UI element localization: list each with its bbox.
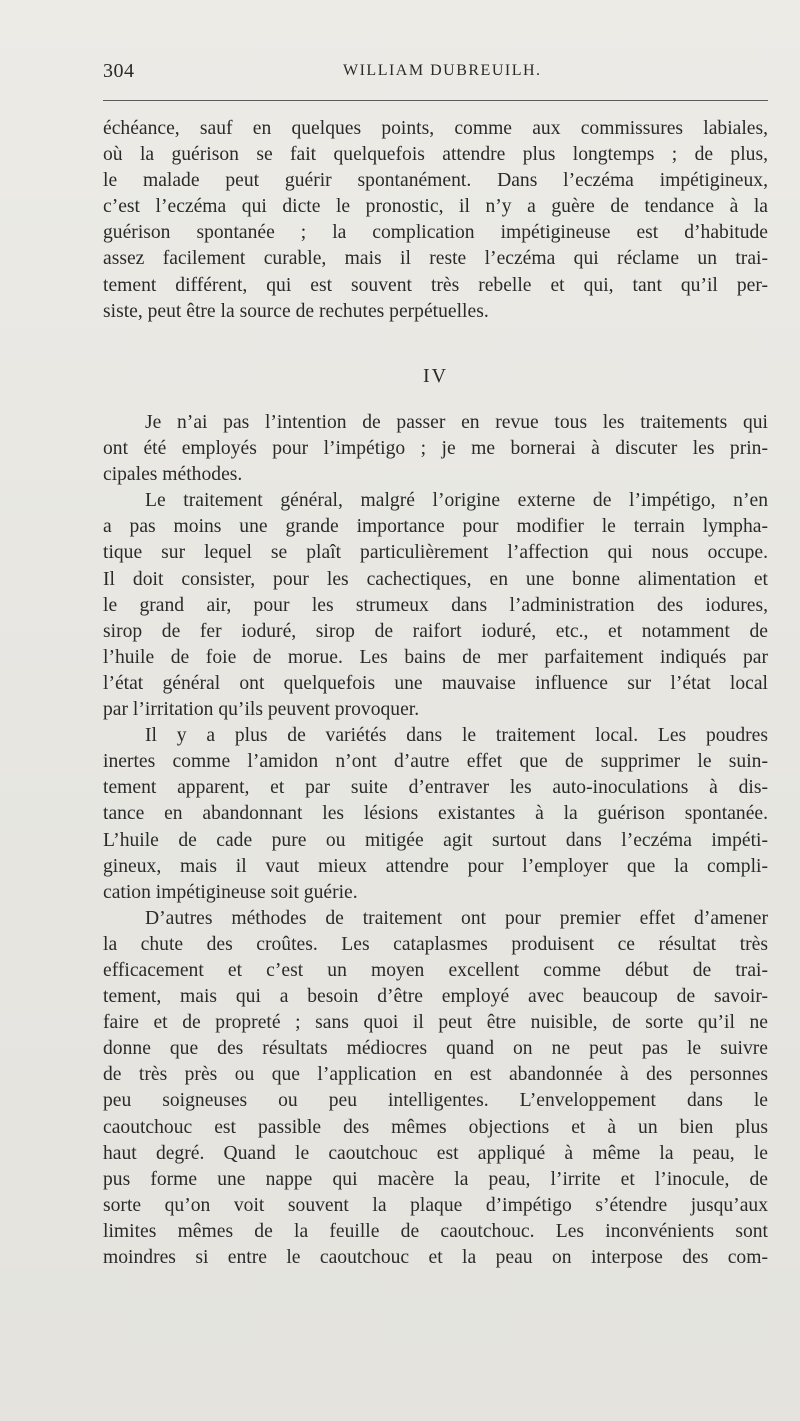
text-line: tance en abandonnant les lésions existantes à la guérison spontanée. — [103, 803, 768, 825]
text-line: Il y a plus de variétés dans le traitement local. Les poudres — [145, 725, 768, 747]
text-line: peu soigneuses ou peu intelligentes. L’enveloppement dans le — [103, 1090, 768, 1112]
text-line: faire et de propreté ; sans quoi il peut être nuisible, de sorte qu’il ne — [103, 1012, 768, 1034]
text-line: tement, mais qui a besoin d’être employé avec beaucoup de savoir- — [103, 986, 768, 1008]
running-head — [103, 60, 768, 90]
text-line: l’état général ont quelquefois une mauvaise influence sur l’état local — [103, 672, 768, 694]
text-line: de très près ou que l’application en est abandonnée à des personnes — [103, 1064, 768, 1086]
page-number: 304 — [103, 60, 135, 82]
text-line: l’huile de foie de morue. Les bains de mer parfaitement indiqués par — [103, 646, 768, 668]
text-block-1 — [103, 116, 768, 325]
text-line: Le traitement général, malgré l’origine externe de l’impétigo, n’en — [145, 490, 768, 512]
text-line: Je n’ai pas l’intention de passer en revue tous les traitements qui — [145, 412, 768, 433]
text-line: c’est l’eczéma qui dicte le pronostic, il n’y a guère de tendance à la — [103, 196, 768, 218]
text-line: par l’irritation qu’ils peuvent provoquer. — [103, 699, 420, 721]
running-title: WILLIAM DUBREUILH. — [343, 62, 542, 79]
text-line: le grand air, pour les strumeux dans l’administration des iodures, — [103, 594, 768, 616]
text-line: pus forme une nappe qui macère la peau, l’irrite et l’inocule, de — [103, 1168, 768, 1190]
text-line: guérison spontanée ; la complication impétigineuse est d’habitude — [103, 222, 768, 244]
section-heading: IV — [422, 365, 449, 387]
text-line: ont été employés pour l’impétigo ; je me bornerai à discuter les prin- — [103, 438, 768, 460]
text-line: tique sur lequel se plaît particulièrement l’affection qui nous occupe. — [103, 542, 768, 564]
text-line: Il doit consister, pour les cachectiques, en une bonne alimentation et — [103, 568, 768, 590]
text-line: limites mêmes de la feuille de caoutchouc. Les inconvénients sont — [103, 1220, 768, 1242]
text-line: gineux, mais il vaut mieux attendre pour l’employer que la compli- — [103, 855, 768, 877]
text-line: échéance, sauf en quelques points, comme aux commissures labiales, — [103, 118, 768, 139]
text-line: tement apparent, et par suite d’entraver les auto-inoculations à dis- — [103, 777, 768, 799]
text-line: le malade peut guérir spontanément. Dans l’eczéma impétigineux, — [103, 170, 768, 192]
text-line: donne que des résultats médiocres quand on ne peut pas le suivre — [103, 1038, 768, 1060]
text-line: haut degré. Quand le caoutchouc est appliqué à même la peau, le — [103, 1142, 768, 1164]
text-line: sorte qu’on voit souvent la plaque d’impétigo s’étendre jusqu’aux — [103, 1194, 768, 1216]
text-line: assez facilement curable, mais il reste l’eczéma qui réclame un trai- — [103, 248, 768, 270]
text-line: D’autres méthodes de traitement ont pour premier effet d’amener — [145, 907, 768, 929]
text-line: tement différent, qui est souvent très rebelle et qui, tant qu’il per- — [103, 274, 768, 296]
text-line: inertes comme l’amidon n’ont d’autre effet que de supprimer le suin- — [103, 751, 768, 773]
text-line: L’huile de cade pure ou mitigée agit surtout dans l’eczéma impéti- — [103, 829, 768, 851]
text-line: caoutchouc est passible des mêmes objections et à un bien plus — [103, 1116, 768, 1138]
text-line: moindres si entre le caoutchouc et la peau on interpose des com- — [103, 1247, 768, 1268]
text-line: a pas moins une grande importance pour modifier le terrain lympha- — [103, 516, 768, 538]
text-line: cipales méthodes. — [103, 464, 243, 486]
header-rule — [103, 100, 768, 101]
text-block-2 — [103, 410, 768, 1271]
text-line: efficacement et c’est un moyen excellent comme début de trai- — [103, 959, 768, 981]
text-line: la chute des croûtes. Les cataplasmes produisent ce résultat très — [103, 933, 768, 955]
text-line: siste, peut être la source de rechutes perpétuelles. — [103, 300, 489, 322]
text-line: sirop de fer ioduré, sirop de raifort ioduré, etc., et notamment de — [103, 620, 768, 642]
text-line: cation impétigineuse soit guérie. — [103, 881, 358, 903]
text-line: où la guérison se fait quelquefois attendre plus longtemps ; de plus, — [103, 144, 768, 166]
